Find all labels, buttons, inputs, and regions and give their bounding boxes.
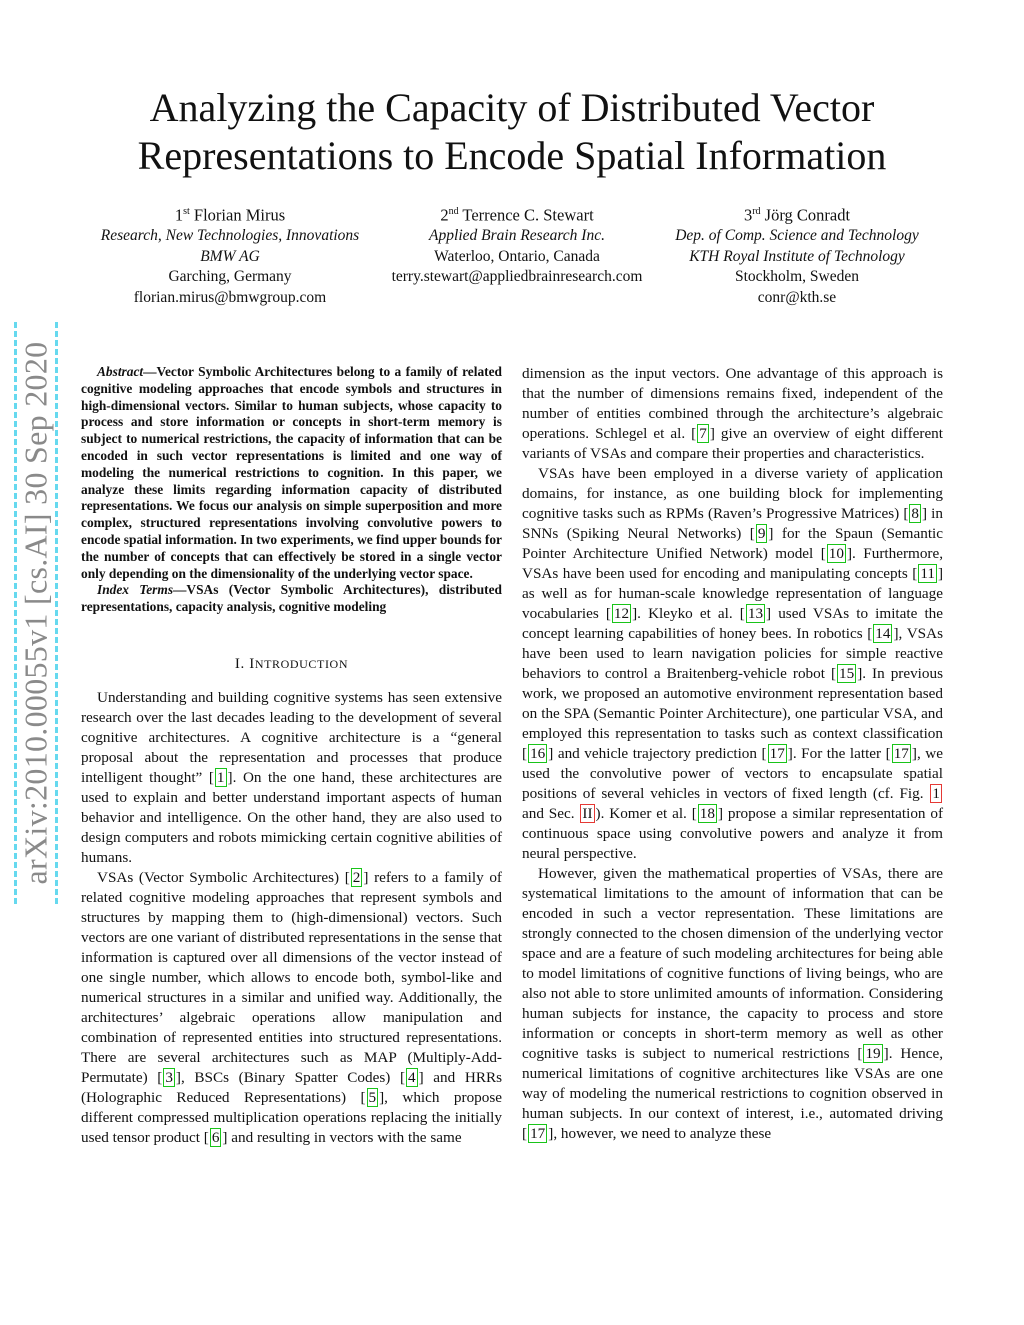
author-block-3 bbox=[650, 202, 944, 308]
citation-link[interactable]: 5 bbox=[368, 1088, 377, 1106]
citation-link[interactable]: 15 bbox=[839, 665, 855, 682]
citation-link[interactable]: 16 bbox=[530, 745, 546, 762]
author-affiliation: Applied Brain Research Inc. bbox=[429, 227, 605, 244]
author-affiliation: Research, New Technologies, Innovations bbox=[100, 227, 360, 244]
citation-link[interactable]: 8 bbox=[911, 505, 919, 522]
citation-link[interactable]: 3 bbox=[165, 1068, 173, 1086]
left-column bbox=[81, 364, 502, 1148]
citation-link[interactable]: 18 bbox=[699, 805, 715, 822]
citation-link[interactable]: 7 bbox=[699, 425, 707, 442]
paper-title bbox=[80, 84, 944, 180]
author-location: Waterloo, Ontario, Canada bbox=[434, 247, 600, 265]
index-terms-text: VSAs (Vector Symbolic Architectures), distributed representations, capacity analysis, cognitive modeling bbox=[81, 582, 502, 615]
author-location: Garching, Germany bbox=[168, 268, 292, 285]
title-line-1: Analyzing the Capacity of Distributed Vector bbox=[149, 85, 875, 130]
abstract-text: Vector Symbolic Architectures belong to a family of related cognitive modeling approaches that encode symbols and structures in high-dimensional vectors. Similar to human subjects, whose capacity to process and store information or concepts in short-term memory is subject to numerical restrictions, the capacity of information that can be encoded in such vector representations is limited and one way of modeling the numerical restrictions to cognition. In this paper, we analyze these limits regarding information capacity of distributed representations. We focus our analysis on simple superposition and more complex, structured representations involving convolutive powers to encode spatial information. In two experiments, we find upper bounds for the number of concepts that can effectively be stored in a single vector only depending on the dimensionality of the underlying vector space. bbox=[81, 364, 502, 581]
section-link[interactable]: II bbox=[582, 805, 593, 822]
author-name: 1st Florian Mirus bbox=[174, 205, 286, 225]
author-email: florian.mirus@bmwgroup.com bbox=[133, 288, 327, 306]
author-organization: KTH Royal Institute of Technology bbox=[689, 247, 905, 265]
citation-link[interactable]: 4 bbox=[408, 1068, 416, 1086]
abstract: Abstract—Vector Symbolic Architectures belong to a family of related cognitive modeling approaches that encode symbols and structures in high-dimensional vectors. Similar to human subjects, whose capacity to process and store information or concepts in short-term memory is subject to numerical restrictions, the capacity of information that can be encoded in such vector representations is limited and one way of modeling the numerical restrictions to cognition. In this paper, we analyze these limits regarding information capacity of distributed representations. We focus our analysis on simple superposition and more complex, structured representations involving convolutive powers to encode spatial information. In two experiments, we find upper bounds for the number of concepts that can effectively be stored in a single vector only depending on the dimensionality of the underlying vector space. bbox=[81, 364, 502, 581]
index-terms: Index Terms—VSAs (Vector Symbolic Architectures), distributed representations, capacity analysis, cognitive modeling bbox=[81, 582, 502, 615]
intro-paragraph-1: Understanding and building cognitive systems has seen extensive research over the last decades leading to the development of several cognitive architectures. A cognitive architecture is a “general proposal about the representation and processes that produce intelligent thought” [ 1 ]. On the one hand, these architectures are used to explain and better understand important aspects of human behavior and intelligence. On the other hand, they are also used to design computers and robots mimicking certain cognitive abilities of humans. bbox=[81, 688, 502, 866]
figure-link[interactable]: 1 bbox=[932, 785, 940, 802]
author-location: Stockholm, Sweden bbox=[735, 268, 859, 285]
citation-link[interactable]: 12 bbox=[613, 605, 630, 622]
author-email: conr@kth.se bbox=[757, 288, 837, 306]
citation-link[interactable]: 11 bbox=[920, 565, 935, 582]
citation-link[interactable]: 19 bbox=[865, 1045, 881, 1062]
citation-link[interactable]: 2 bbox=[352, 868, 361, 886]
body-paragraph-continued: dimension as the input vectors. One advantage of this approach is that the number of dimensions remains fixed, independent of the number of entities combined through the architecture’s algebraic operations. Schlegel et al. [ 7 ] give an overview of eight different variants of VSAs and compare their properties and characteristics. bbox=[522, 365, 943, 462]
right-column bbox=[522, 364, 943, 1144]
citation-link[interactable]: 17 bbox=[893, 745, 909, 762]
citation-link[interactable]: 14 bbox=[875, 625, 891, 642]
index-terms-label: Index Terms bbox=[97, 582, 174, 598]
author-block-1 bbox=[80, 202, 380, 308]
title-line-2: Representations to Encode Spatial Information bbox=[137, 133, 887, 178]
author-organization: BMW AG bbox=[200, 247, 260, 265]
author-name: 3rd Jörg Conradt bbox=[743, 205, 851, 225]
citation-link[interactable]: 13 bbox=[747, 605, 764, 622]
citation-link[interactable]: 9 bbox=[757, 525, 766, 542]
citation-link[interactable]: 10 bbox=[828, 545, 844, 562]
intro-paragraph-2: VSAs (Vector Symbolic Architectures) [ 2 ] refers to a family of related cognitive modeling approaches that represent symbols and structures by mapping them to (high-dimensional) vectors. Such vectors are one variant of distributed representations in the sense that information is captured over all dimensions of the vector instead of one single number, which allows to encode both, symbol-like and numerical structures in a similar and unified way. Additionally, the architectures’ algebraic operations allow manipulation and combination of represented entities into structured representations. There are several architectures such as MAP (Multiply-Add-Permutate) [ 3 ], BSCs (Binary Spatter Codes) [ 4 ] and HRRs (Holographic Reduced Representations) [ 5 ], which propose different compressed multiplication operations replacing the initially used tensor product [ 6 ] and resulting in vectors with the same bbox=[81, 868, 502, 1146]
citation-link[interactable]: 6 bbox=[211, 1128, 220, 1146]
abstract-label: Abstract bbox=[97, 364, 144, 379]
author-name: 2nd Terrence C. Stewart bbox=[440, 205, 594, 225]
author-affiliation: Dep. of Comp. Science and Technology bbox=[675, 227, 919, 244]
section-heading-introduction: I. INTRODUCTION bbox=[234, 655, 349, 672]
body-paragraph-limitations: However, given the mathematical properties of VSAs, there are systematical limitations to the amount of information that can be encoded in such a vector representation. These limitations are strongly connected to the chosen dimension of the underlying vector space and are a feature of such modeling architectures for being able to model limitations of cognitive functions of living beings, who are also not able to store unlimited amounts of information. Considering human subjects for instance, the capacity to process and store information or concepts in short-term memory as well as other cognitive tasks is subject to numerical restrictions [ 19 ]. Hence, numerical limitations of cognitive architectures like VSAs are one way of modeling the numerical restrictions to cognition observed in human subjects. In our context of interest, i.e., automated driving [ 17 ], however, we need to analyze these bbox=[522, 865, 943, 1142]
author-block-2 bbox=[372, 202, 662, 288]
author-email: terry.stewart@appliedbrainresearch.com bbox=[391, 268, 643, 285]
arxiv-stamp-text: arXiv:2010.00055v1 [cs.AI] 30 Sep 2020 bbox=[17, 341, 54, 885]
body-paragraph-applications: VSAs have been employed in a diverse variety of application domains, for instance, as one building block for implementing cognitive tasks such as RPMs (Raven’s Progressive Matrices) [ 8 ] in SNNs (Spiking Neural Networks) [ 9 ] for the Spaun (Semantic Pointer Architecture Unified Network) model [ 10 ]. Furthermore, VSAs have been used for encoding and manipulating concepts [ 11 ] as well as for human-scale knowledge representation of language vocabularies [ 12 ]. Kleyko et al. [ 13 ] used VSAs to imitate the concept learning capabilities of honey bees. In robotics [ 14 ], VSAs have been used to learn navigation policies for simple reactive behaviors to control a Braitenberg-vehicle robot [ 15 ]. In previous work, we proposed an automotive environment representation based on the SPA (Semantic Pointer Architecture), one particular VSA, and employed this representation to tasks such as context classification [ 16 ] and vehicle trajectory prediction [ 17 ]. For the latter [ 17 ], we used the convolutive power of vectors to encapsulate spatial positions of several vehicles in vectors of fixed length (cf. Fig. 1 and Sec. II ). Komer et al. [ 18 ] propose a similar representation of continuous space using convolutive powers and analyze it from neural perspective. bbox=[522, 465, 944, 862]
citation-link[interactable]: 1 bbox=[216, 768, 225, 786]
citation-link[interactable]: 17 bbox=[530, 1125, 546, 1142]
citation-link[interactable]: 17 bbox=[769, 745, 785, 762]
arxiv-stamp[interactable] bbox=[14, 322, 58, 904]
